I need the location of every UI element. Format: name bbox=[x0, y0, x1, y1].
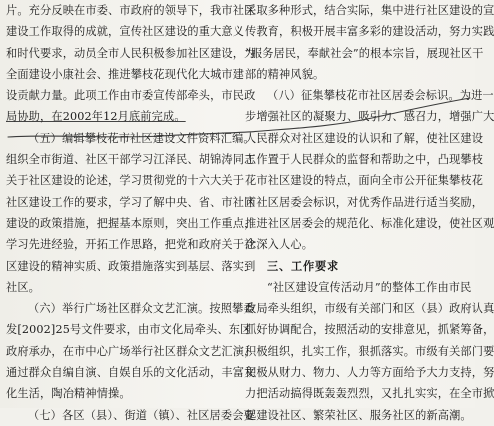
text-line: 通过群众自编自演、自娱自乐的文化活动，丰富文 bbox=[6, 366, 256, 380]
text-line: 人民群众对社区建设的认识和了解，使社区建设 bbox=[245, 131, 484, 145]
text-line: 积极组织，扎实工作，狠抓落实。市级有关部门要 bbox=[245, 344, 494, 358]
text-line: 政府承办，在市中心广场举行社区群众文艺汇演， bbox=[6, 344, 256, 358]
text-line: 社区建设工作的要求，学习了解中央、省、市社区 bbox=[6, 195, 256, 209]
text-line: 建设工作取得的成就，宣传社区建设的重大意义 bbox=[6, 25, 245, 39]
text-line: 局协助，在2002年12月底前完成。 bbox=[6, 110, 186, 124]
text-line: 部的精神风貌。 bbox=[245, 67, 325, 81]
text-line: 念深入人心。 bbox=[245, 238, 314, 252]
text-line: “服务居民，奉献社会”的根本宗旨，展现社区干 bbox=[245, 46, 484, 60]
text-line: 全面建设小康社会、推进攀枝花现代化大城市建 bbox=[6, 67, 245, 81]
text-line: 力把活动搞得既轰轰烈烈，又扎扎实实，在全市掀 bbox=[245, 387, 494, 401]
text-line: 起建设社区、繁荣社区、服务社区的新高潮。 bbox=[245, 408, 472, 422]
text-line: 采取多种形式，结合实际，集中进行社区建设的宣 bbox=[245, 4, 494, 17]
text-line: 区建设的精神实质、政策措施落实到基层、落实到 bbox=[6, 259, 256, 273]
text-line: 工作置于人民群众的监督和帮助之中，凸现攀枝 bbox=[245, 153, 484, 167]
text-line: 化生活，陶冶精神情操。 bbox=[6, 387, 131, 401]
text-line: 片。充分反映在市委、市政府的领导下，我市社区 bbox=[6, 4, 256, 17]
text-line: 抓好协调配合，按照活动的安排意见，抓紧筹备， bbox=[245, 323, 494, 337]
text-line: 建设的政策措施，把握基本原则，突出工作重点， bbox=[6, 216, 256, 230]
text-line: 推进社区居委会的规范化、标准化建设，使社区观 bbox=[245, 216, 494, 230]
right-text-column bbox=[245, 0, 494, 426]
text-line: 传教育，积极开展丰富多彩的建设活动，努力实践 bbox=[245, 25, 494, 39]
text-line: 市社区居委会标识，对优秀作品进行适当奖励， bbox=[245, 195, 484, 209]
text-line: 政局牵头组织，市级有关部门和区（县）政府认真 bbox=[245, 302, 494, 316]
text-line: 和时代要求，动员全市人民积极参加社区建设，为 bbox=[6, 46, 256, 60]
work-requirements-heading: 三、工作要求 bbox=[267, 258, 339, 273]
text-line: 积极从财力、物力、人力等方面给予大力支持，努 bbox=[245, 366, 494, 380]
section-seven-heading: （七）各区（县）、街道（镇）、社区居委会要 bbox=[28, 408, 255, 422]
text-line: 学习先进经验，开拓工作思路，把党和政府关于社 bbox=[6, 238, 256, 252]
section-five-heading: （五）编辑攀枝花市社区建设文件资料汇编。 bbox=[28, 131, 255, 145]
left-text-column bbox=[6, 0, 256, 426]
section-eight-heading: （八）征集攀枝花市社区居委会标识。为进一 bbox=[267, 89, 494, 103]
text-line: 步增强社区的凝聚力、吸引力、感召力，增强广大 bbox=[245, 110, 494, 124]
text-line: “社区建设宣传活动月”的整体工作由市民 bbox=[267, 280, 472, 294]
text-line: 组织全市街道、社区干部学习江泽民、胡锦涛同志 bbox=[6, 153, 256, 167]
section-six-heading: （六）举行广场社区群众文艺汇演。按照攀委 bbox=[28, 302, 255, 316]
text-line: 设贡献力量。此项工作由市委宣传部牵头，市民政 bbox=[6, 89, 256, 103]
text-line: 花市社区建设的特点，面向全市公开征集攀枝花 bbox=[245, 174, 484, 188]
text-line: 社区。 bbox=[6, 280, 41, 294]
text-line: 发[2002]25号文件要求，由市文化局牵头、东区 bbox=[6, 323, 252, 337]
text-line: 关于社区建设的论述，学习贯彻党的十六大关于 bbox=[6, 174, 245, 188]
